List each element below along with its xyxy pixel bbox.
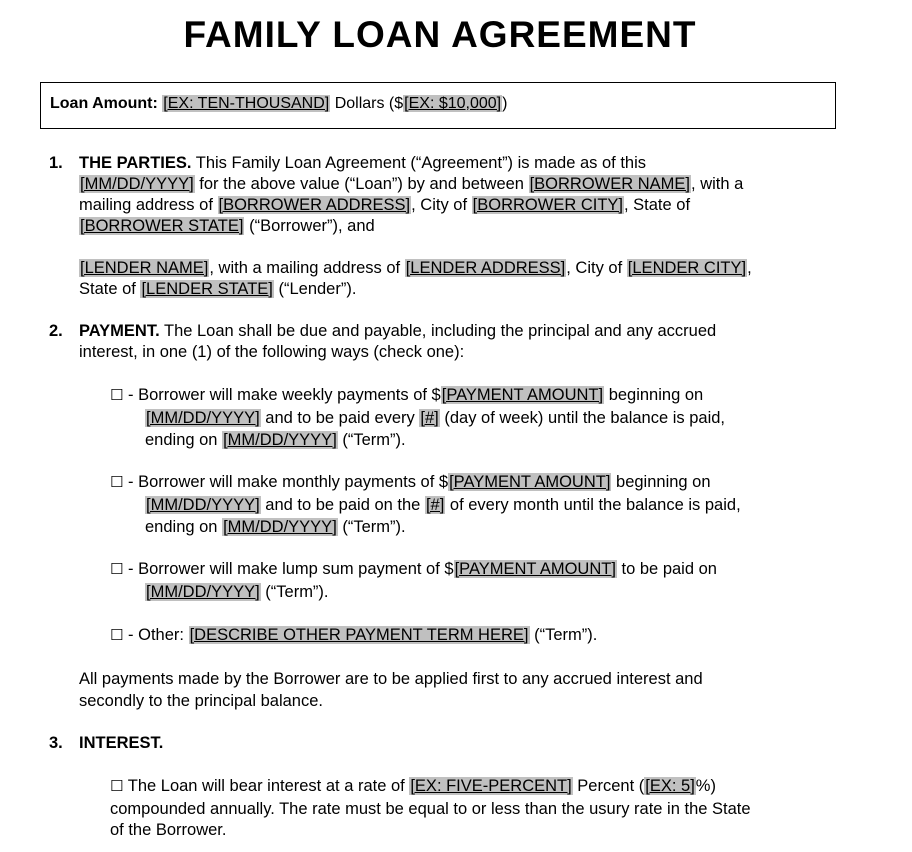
interest-checkbox[interactable]: ☐ <box>110 777 124 795</box>
lender-address-field[interactable]: [LENDER ADDRESS] <box>405 259 566 277</box>
lump-option-line-1 <box>110 559 717 580</box>
document-title: FAMILY LOAN AGREEMENT <box>183 14 697 55</box>
parties-line-5 <box>79 258 752 279</box>
parties-line-3 <box>79 195 690 216</box>
agreement-date-field[interactable]: [MM/DD/YYYY] <box>80 175 194 193</box>
loan-amount-label: Loan Amount: <box>50 95 158 112</box>
interest-line-3: of the Borrower. <box>110 821 227 839</box>
payment-application-line-2: secondly to the principal balance. <box>79 692 323 710</box>
monthly-start-date-field[interactable]: [MM/DD/YYYY] <box>146 496 260 514</box>
other-text: (“Term”). <box>534 626 598 644</box>
lender-city-field[interactable]: [LENDER CITY] <box>627 259 747 277</box>
loan-amount-numeric-field[interactable]: [EX: $10,000] <box>404 95 502 112</box>
weekly-end-date-field[interactable]: [MM/DD/YYYY] <box>223 431 337 449</box>
lender-state-field[interactable]: [LENDER STATE] <box>141 280 273 298</box>
monthly-end-date-field[interactable]: [MM/DD/YYYY] <box>223 518 337 536</box>
lump-text: to be paid on <box>621 560 717 578</box>
payment-line-1 <box>79 321 716 342</box>
weekly-text: and to be paid every <box>265 409 415 427</box>
weekly-option-line-1 <box>110 385 703 406</box>
monthly-option-line-3 <box>145 517 406 538</box>
dollars-text: Dollars ($ <box>334 95 404 112</box>
interest-line-2: compounded annually. The rate must be equal to or less than the usury rate in the State <box>110 800 751 818</box>
lump-option-line-2 <box>145 582 329 603</box>
parties-text: State of <box>79 280 136 298</box>
payment-line-2: interest, in one (1) of the following ways (check one): <box>79 343 465 361</box>
parties-text: mailing address of <box>79 196 213 214</box>
borrower-address-field[interactable]: [BORROWER ADDRESS] <box>218 196 411 214</box>
parties-text: This Family Loan Agreement (“Agreement”) is made as of this <box>195 154 647 172</box>
section-number-2: 2. <box>49 322 63 340</box>
borrower-name-field[interactable]: [BORROWER NAME] <box>529 175 691 193</box>
monthly-checkbox[interactable]: ☐ <box>110 473 124 491</box>
section-number-1: 1. <box>49 154 63 172</box>
monthly-text: - Borrower will make monthly payments of $ <box>128 473 449 491</box>
parties-text: , <box>747 259 752 277</box>
weekly-text: - Borrower will make weekly payments of $ <box>128 386 441 404</box>
interest-rate-words-field[interactable]: [EX: FIVE-PERCENT] <box>410 777 572 795</box>
weekly-start-date-field[interactable]: [MM/DD/YYYY] <box>146 409 260 427</box>
lender-name-field[interactable]: [LENDER NAME] <box>80 259 209 277</box>
weekly-amount-field[interactable]: [PAYMENT AMOUNT] <box>441 386 604 404</box>
interest-text: Percent ( <box>577 777 645 795</box>
parties-text: (“Lender”). <box>278 280 357 298</box>
payment-text: The Loan shall be due and payable, including the principal and any accrued <box>163 322 717 340</box>
parties-text: , City of <box>411 196 468 214</box>
parties-text: , City of <box>566 259 623 277</box>
lump-text: (“Term”). <box>265 583 329 601</box>
weekly-checkbox[interactable]: ☐ <box>110 386 124 404</box>
lump-date-field[interactable]: [MM/DD/YYYY] <box>146 583 260 601</box>
monthly-text: ending on <box>145 518 218 536</box>
lump-checkbox[interactable]: ☐ <box>110 560 124 578</box>
interest-text: %) <box>695 777 716 795</box>
other-checkbox[interactable]: ☐ <box>110 626 124 644</box>
weekly-text: (“Term”). <box>342 431 406 449</box>
parties-text: for the above value (“Loan”) by and between <box>199 175 524 193</box>
parties-line-6 <box>79 279 356 300</box>
other-text: - Other: <box>128 626 184 644</box>
interest-heading-line <box>79 733 163 754</box>
other-describe-field[interactable]: [DESCRIBE OTHER PAYMENT TERM HERE] <box>189 626 529 644</box>
other-option-line <box>110 625 597 646</box>
weekly-text: ending on <box>145 431 218 449</box>
lump-amount-field[interactable]: [PAYMENT AMOUNT] <box>454 560 616 578</box>
loan-amount-box <box>40 82 836 129</box>
parties-text: , State of <box>624 196 691 214</box>
section-number-3: 3. <box>49 734 63 752</box>
borrower-state-field[interactable]: [BORROWER STATE] <box>80 217 244 235</box>
weekly-option-line-3 <box>145 430 406 451</box>
weekly-text: (day of week) until the balance is paid, <box>444 409 726 427</box>
monthly-amount-field[interactable]: [PAYMENT AMOUNT] <box>449 473 611 491</box>
parties-text: , with a <box>691 175 744 193</box>
parties-heading: THE PARTIES. <box>79 154 192 172</box>
interest-text: The Loan will bear interest at a rate of <box>127 777 405 795</box>
monthly-text: (“Term”). <box>342 518 406 536</box>
parties-line-1 <box>79 153 646 174</box>
weekly-day-field[interactable]: [#] <box>420 409 439 427</box>
lump-text: - Borrower will make lump sum payment of $ <box>128 560 454 578</box>
interest-heading: INTEREST. <box>79 734 164 752</box>
payment-application-line-1: All payments made by the Borrower are to be applied first to any accrued interest and <box>79 670 703 688</box>
close-paren: ) <box>502 95 508 112</box>
monthly-text: and to be paid on the <box>265 496 421 514</box>
weekly-text: beginning on <box>608 386 704 404</box>
parties-text: (“Borrower”), and <box>249 217 375 235</box>
interest-line-1 <box>110 776 716 797</box>
interest-rate-number-field[interactable]: [EX: 5] <box>645 777 695 795</box>
borrower-city-field[interactable]: [BORROWER CITY] <box>472 196 623 214</box>
payment-heading: PAYMENT. <box>79 322 160 340</box>
monthly-option-line-2 <box>145 495 741 516</box>
weekly-option-line-2 <box>145 408 725 429</box>
loan-amount-words-field[interactable]: [EX: TEN-THOUSAND] <box>163 95 330 112</box>
monthly-text: of every month until the balance is paid, <box>449 496 741 514</box>
parties-line-2 <box>79 174 743 195</box>
monthly-text: beginning on <box>616 473 711 491</box>
parties-text: , with a mailing address of <box>209 259 401 277</box>
monthly-option-line-1 <box>110 472 711 493</box>
monthly-day-field[interactable]: [#] <box>425 496 445 514</box>
parties-line-4 <box>79 216 375 237</box>
